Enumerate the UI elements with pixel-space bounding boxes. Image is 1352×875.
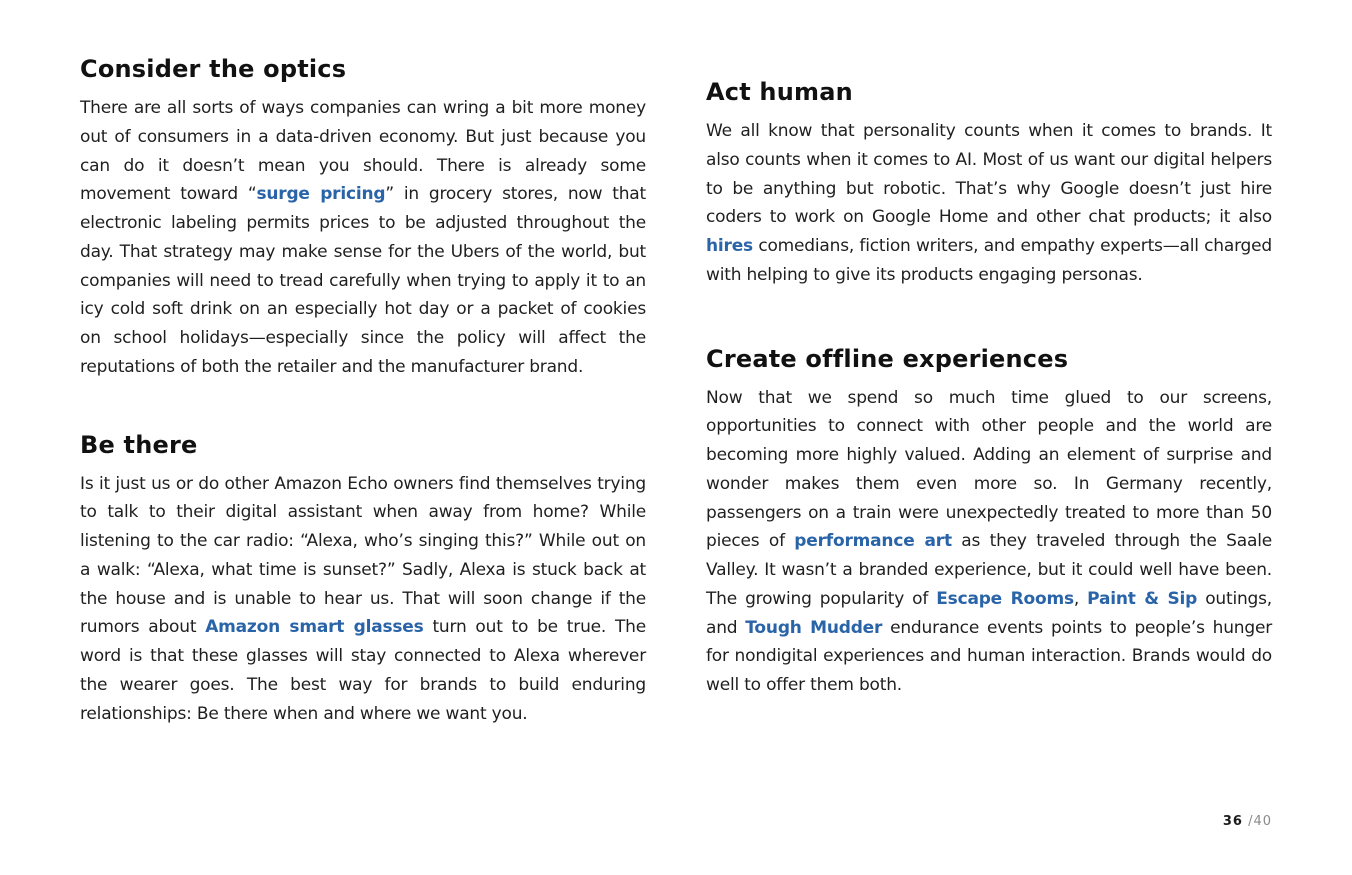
performance-art-link[interactable]: performance art (794, 531, 952, 552)
paragraph-text: Is it just us or do other Amazon Echo owners find themselves trying to talk to their digital assistant when away from home? While listening to the car radio: “Alexa, who’s singing this?” While out on a walk: “Alexa, what time is sunset?” Sadly, Alexa is stuck back at the house and is unable to hear us. That will soon change if the rumors about (80, 473, 646, 638)
paragraph-text: There are all sorts of ways companies can wring a bit more money out of consumers in a data-driven economy. But just because you can do it doesn’t mean you should. There is already some movement toward “ (80, 98, 646, 205)
tough-mudder-link[interactable]: Tough Mudder (745, 617, 883, 638)
paragraph-text: comedians, fiction writers, and empathy experts—all charged with helping to give its products engaging personas. (706, 236, 1272, 285)
section-heading: Create offline experiences (706, 344, 1069, 373)
paragraph-text: ” in grocery stores, now that electronic labeling permits prices to be adjusted throughout the day. That strategy may make sense for the Ubers of the world, but companies will need to tread carefully when trying to apply it to an icy cold soft drink on an especially hot day or a packet of cookies on school holidays—especially since the policy will affect the reputations of both the retailer and the manufacturer brand. (80, 184, 646, 377)
section-paragraph (80, 470, 646, 729)
paragraph-text: We all know that personality counts when it comes to brands. It also counts when it comes to AI. Most of us want our digital helpers to be anything but robotic. That’s why Google doesn’t just hire coders to work on Google Home and other chat products; it also (706, 121, 1272, 228)
section-paragraph (706, 117, 1272, 290)
right-column (706, 75, 1272, 752)
paragraph-text: outings, and (706, 588, 1273, 638)
paint-and-sip-link[interactable]: Paint & Sip (1087, 588, 1198, 609)
paragraph-text: endurance events points to people’s hunger for nondigital experiences and human interaction. Brands would do well to offer them both. (706, 617, 1272, 695)
section-heading: Consider the optics (80, 55, 347, 83)
paragraph-text: as they traveled through the Saale Valley. It wasn’t a branded experience, but it could well have been. The growing popularity of (706, 531, 1272, 609)
page-separator: / (1248, 814, 1254, 829)
section-heading: Be there (80, 430, 198, 459)
hires-link[interactable]: hires (706, 236, 753, 256)
page-total: 40 (1253, 814, 1272, 829)
paragraph-text: Now that we spend so much time glued to our screens, opportunities to connect with other people and the world are becoming more highly valued. Adding an element of surprise and wonder makes them even more so. In Germany recently, passengers on a train were unexpectedly treated to more than 50 pieces of (706, 387, 1272, 552)
paragraph-text: , (1073, 588, 1088, 609)
section-be-there (80, 428, 646, 729)
section-act-human (706, 75, 1272, 290)
surge-pricing-link[interactable]: surge pricing (256, 184, 386, 205)
section-heading: Act human (706, 78, 853, 106)
section-paragraph (80, 94, 646, 382)
paragraph-text: turn out to be true. The word is that these glasses will stay connected to Alexa wherever the wearer goes. The best way for brands to build enduring relationships: Be there when and where we want you. (80, 617, 646, 724)
amazon-smart-glasses-link[interactable]: Amazon smart glasses (205, 617, 424, 638)
left-column (80, 52, 646, 774)
page-current: 36 (1222, 814, 1243, 829)
section-paragraph (706, 384, 1272, 700)
page-number (1223, 814, 1272, 829)
section-create-offline-experiences (706, 342, 1272, 700)
escape-rooms-link[interactable]: Escape Rooms (936, 588, 1074, 609)
section-consider-the-optics (80, 52, 646, 382)
